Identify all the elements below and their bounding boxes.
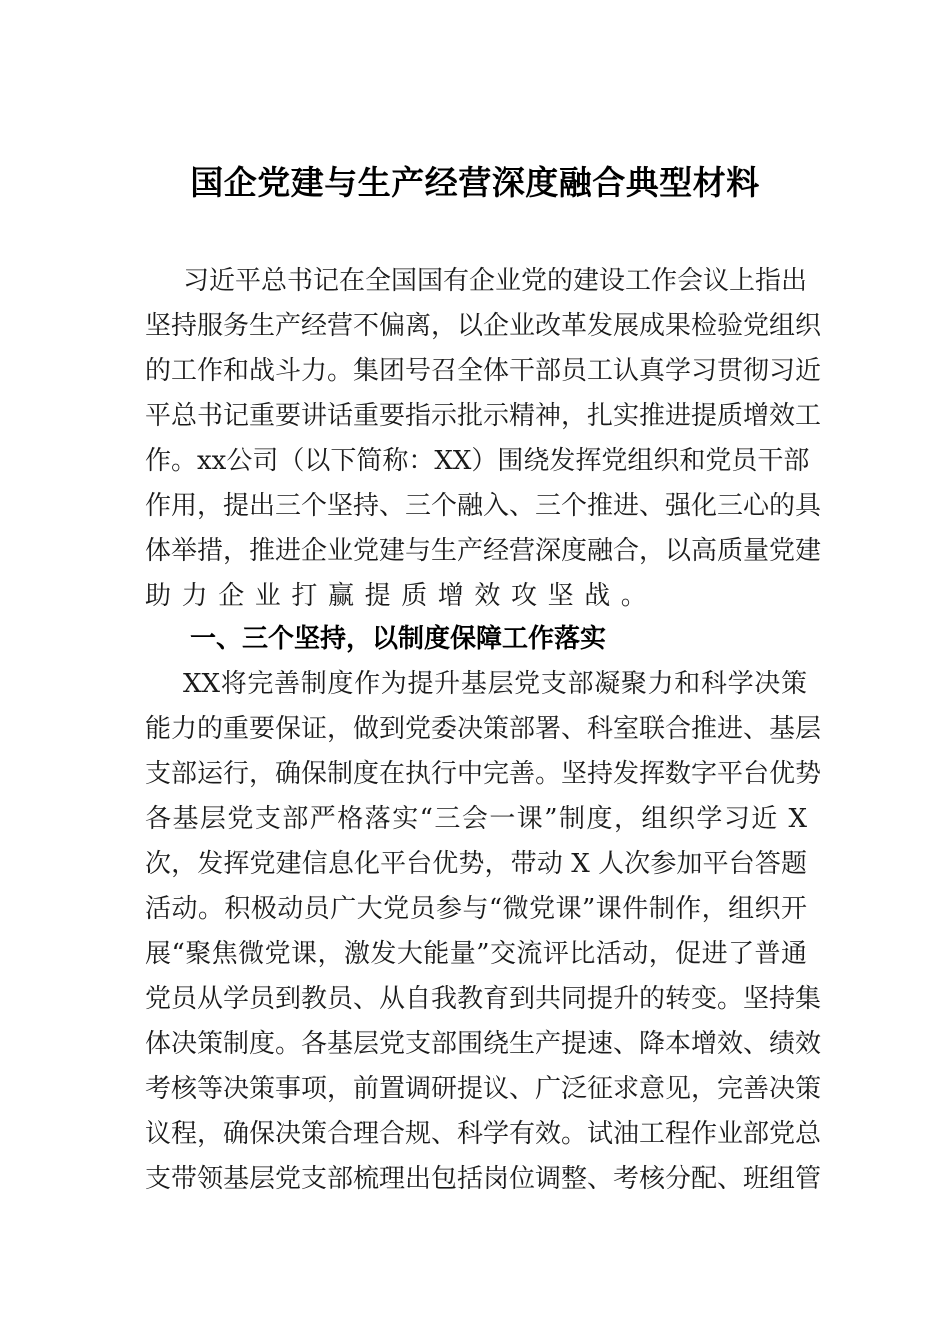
document-title: 国企党建与生产经营深度融合典型材料 bbox=[190, 163, 760, 202]
intro-paragraph-line: 的工作和战斗力。集团号召全体干部员工认真学习贯彻习近 bbox=[145, 356, 822, 386]
section-paragraph-line: 支带领基层党支部梳理出包括岗位调整、考核分配、班组管 bbox=[145, 1164, 822, 1194]
section-paragraph-line: 议程，确保决策合理合规、科学有效。试油工程作业部党总 bbox=[145, 1119, 822, 1149]
intro-paragraph-line: 作。xx公司（以下简称：XX）围绕发挥党组织和党员干部 bbox=[145, 446, 810, 476]
section-paragraph-line: 活动。积极动员广大党员参与“微党课”课件制作，组织开 bbox=[145, 894, 807, 924]
section-paragraph-line: 支部运行，确保制度在执行中完善。坚持发挥数字平台优势 bbox=[145, 759, 822, 789]
intro-paragraph-line: 坚持服务生产经营不偏离，以企业改革发展成果检验党组织 bbox=[145, 311, 822, 341]
intro-paragraph-line: 作用，提出三个坚持、三个融入、三个推进、强化三心的具 bbox=[145, 491, 822, 521]
intro-paragraph-line: 助力企业打赢提质增效攻坚战。 bbox=[145, 581, 658, 611]
intro-paragraph-line: 平总书记重要讲话重要指示批示精神，扎实推进提质增效工 bbox=[145, 401, 822, 431]
section-paragraph-line: XX将完善制度作为提升基层党支部凝聚力和科学决策 bbox=[183, 669, 807, 699]
intro-paragraph-line: 习近平总书记在全国国有企业党的建设工作会议上指出 bbox=[183, 266, 808, 296]
section-paragraph-line: 各基层党支部严格落实“三会一课”制度，组织学习近 X bbox=[145, 804, 807, 834]
section-heading: 一、三个坚持，以制度保障工作落实 bbox=[190, 624, 607, 654]
section-paragraph-line: 体决策制度。各基层党支部围绕生产提速、降本增效、绩效 bbox=[145, 1029, 822, 1059]
section-paragraph-line: 次，发挥党建信息化平台优势，带动 X 人次参加平台答题 bbox=[145, 849, 807, 879]
intro-paragraph-line: 体举措，推进企业党建与生产经营深度融合，以高质量党建 bbox=[145, 536, 822, 566]
section-paragraph-line: 展“聚焦微党课，激发大能量”交流评比活动，促进了普通 bbox=[145, 939, 807, 969]
section-paragraph-line: 能力的重要保证，做到党委决策部署、科室联合推进、基层 bbox=[145, 714, 822, 744]
section-paragraph-line: 党员从学员到教员、从自我教育到共同提升的转变。坚持集 bbox=[145, 984, 822, 1014]
section-paragraph-line: 考核等决策事项，前置调研提议、广泛征求意见，完善决策 bbox=[145, 1074, 822, 1104]
